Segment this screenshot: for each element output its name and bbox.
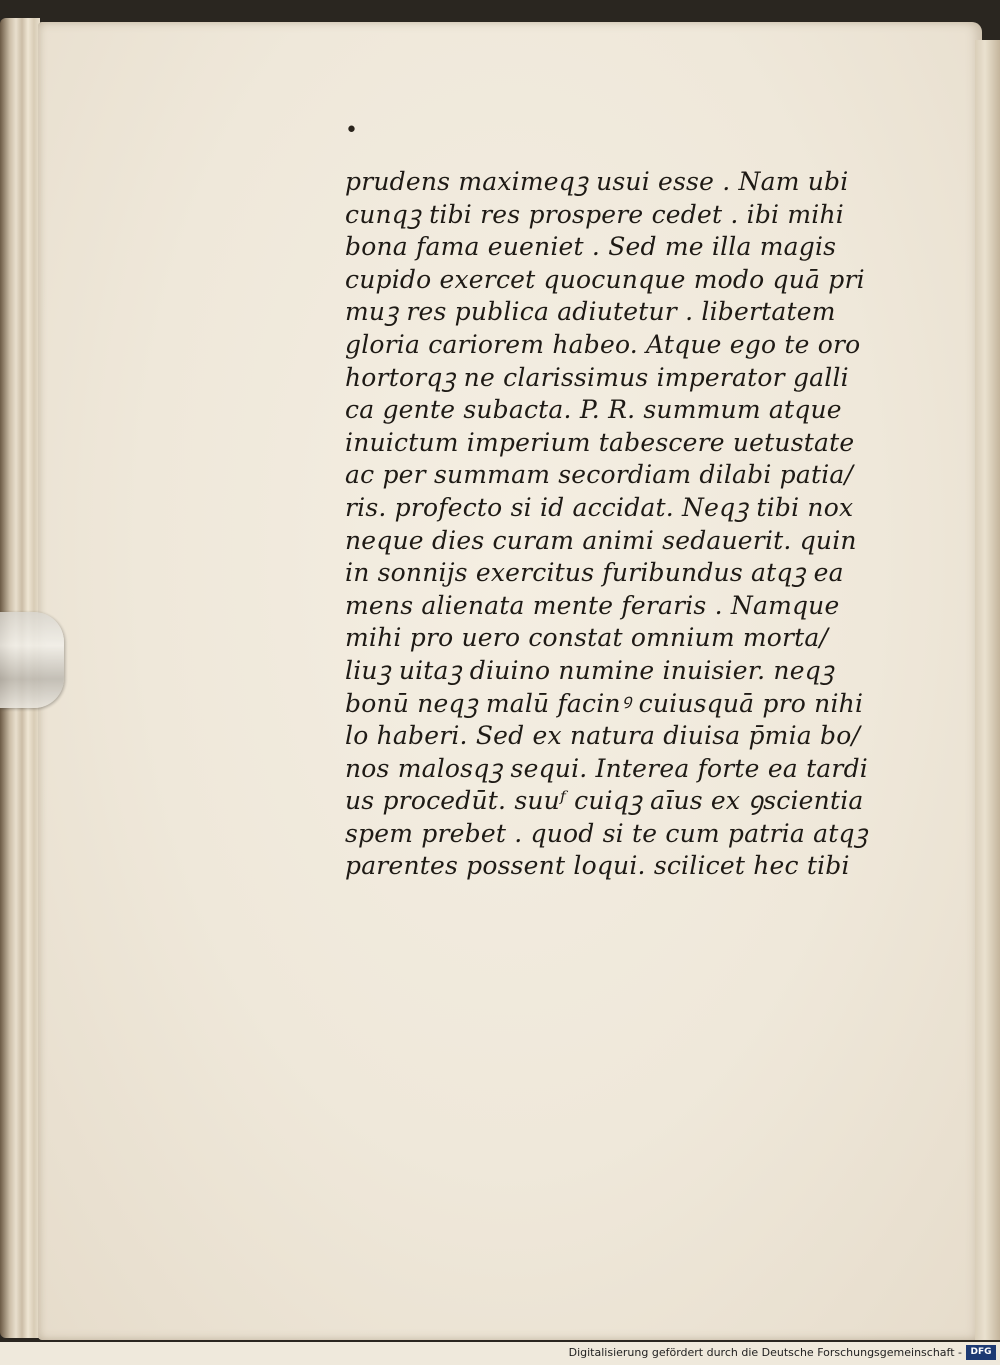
text-line: bona fama eueniet . Sed me illa magis	[345, 232, 837, 262]
text-line: neque dies curam animi sedauerit. quin	[345, 525, 857, 555]
text-line: ca gente subacta. P. R. summum atque	[345, 395, 842, 425]
text-line: lo haberi. Sed ex natura diuisa p̄mia bo/	[345, 721, 861, 751]
text-line: hortorqꝫ ne clarissimus imperator galli	[345, 362, 849, 392]
text-line: gloria cariorem habeo. Atque ego te oro	[345, 329, 861, 359]
text-line: parentes possent loqui. scilicet hec tibi	[345, 851, 850, 881]
text-line: nos malosqꝫ sequi. Interea forte ea tardi	[345, 753, 868, 783]
text-line: cupido exercet quocunque modo quā pri	[345, 264, 865, 294]
book-right-edge	[975, 40, 1000, 1340]
text-line: liuꝫ uitaꝫ diuino numine inuisier. neqꝫ	[345, 655, 834, 685]
text-line: in sonnijs exercitus furibundus atqꝫ ea	[345, 558, 844, 588]
text-line: cunqꝫ tibi res prospere cedet . ibi mihi	[345, 199, 844, 229]
page-clip	[0, 612, 64, 708]
text-line: spem prebet . quod si te cum patria atqꝫ	[345, 818, 868, 848]
text-line: ris. profecto si id accidat. Neqꝫ tibi nox	[345, 492, 854, 522]
text-line: us procedūt. suuᶠ cuiqꝫ aīus ex ꝯscientia	[345, 786, 864, 816]
text-line: ac per summam secordiam dilabi patia/	[345, 460, 854, 490]
text-line: muꝫ res publica adiutetur . libertatem	[345, 297, 836, 327]
footer-credit: Digitalisierung gefördert durch die Deutsche Forschungsgemeinschaft -	[568, 1346, 962, 1359]
text-line: bonū neqꝫ malū facinꝰ cuiusquā pro nihi	[345, 688, 864, 718]
text-line: mihi pro uero constat omnium morta/	[345, 623, 829, 653]
text-line: prudens maximeqꝫ usui esse . Nam ubi	[345, 167, 849, 196]
page-mark: •	[345, 118, 358, 143]
text-line: inuictum imperium tabescere uetustate	[345, 427, 855, 457]
page-text-block	[345, 166, 868, 883]
text-line: mens alienata mente feraris . Namque	[345, 590, 840, 620]
dfg-logo: DFG	[966, 1345, 996, 1360]
